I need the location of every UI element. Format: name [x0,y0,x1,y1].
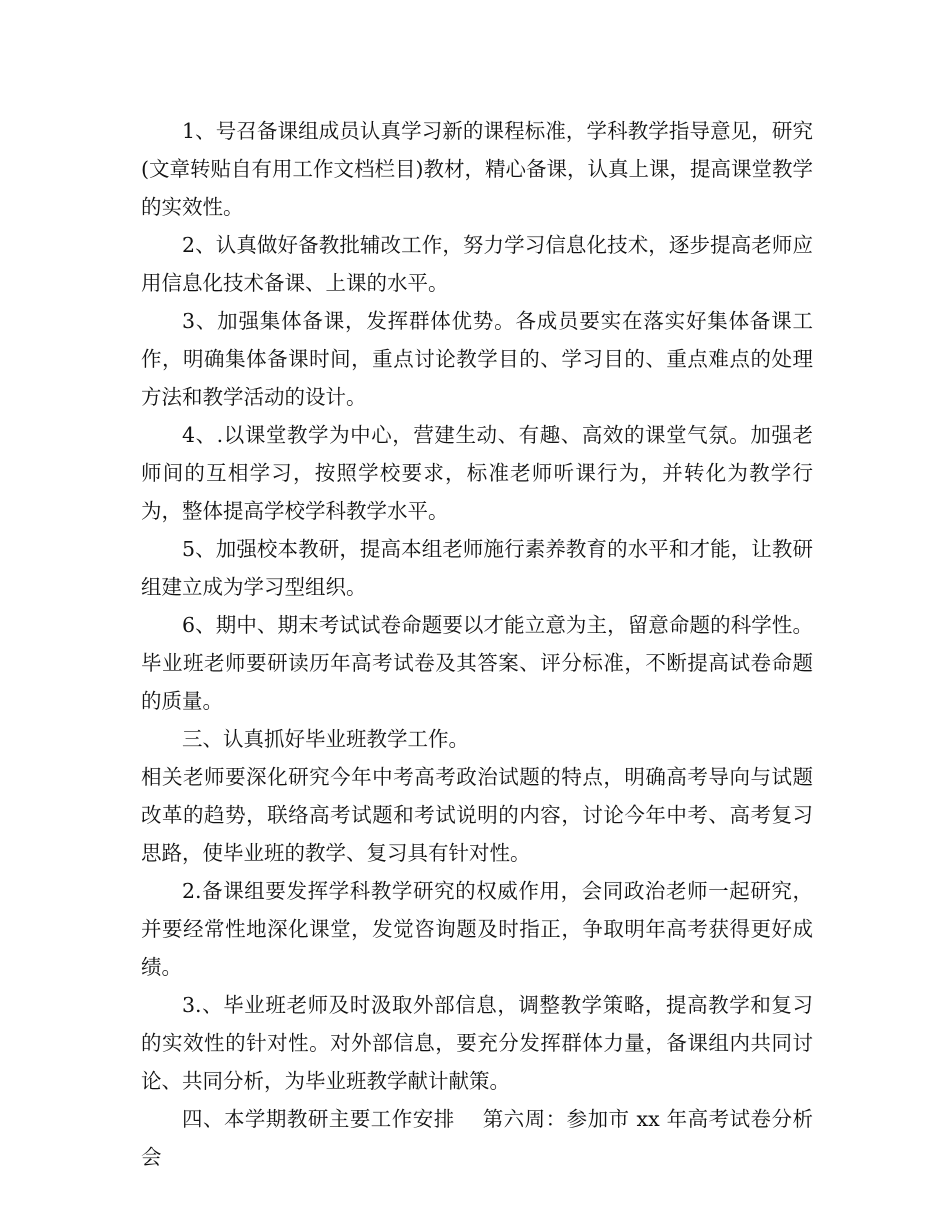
section-heading-3: 三、认真抓好毕业班教学工作。 [182,727,469,751]
paragraph-item-3: 3、加强集体备课，发挥群体优势。各成员要实在落实好集体备课工作，明确集体备课时间，重点讨论教学目的、学习目的、重点难点的处理方法和教学活动的设计。 [141,309,813,409]
paragraph-item-2-graduating: 2.备课组要发挥学科教学研究的权威作用，会同政治老师一起研究，并要经常性地深化课堂，发觉咨询题及时指正，争取明年高考获得更好成绩。 [141,879,813,979]
section-heading-4-title: 四、本学期教研主要工作安排 [182,1107,455,1131]
paragraph-item-4: 4、.以课堂教学为中心，营建生动、有趣、高效的课堂气氛。加强老师间的互相学习，按照学校要求，标准老师听课行为，并转化为教学行为，整体提高学校学科教学水平。 [141,423,813,523]
paragraph-item-3-graduating: 3.、毕业班老师及时汲取外部信息，调整教学策略，提高教学和复习的实效性的针对性。对外部信息，要充分发挥群体力量，备课组内共同讨论、共同分析，为毕业班教学献计献策。 [141,993,813,1093]
paragraph-item-2: 2、认真做好备教批辅改工作，努力学习信息化技术，逐步提高老师应用信息化技术备课、上课的水平。 [141,233,813,295]
week-six-schedule: 第六周：参加市 xx 年高考试卷分析会 [141,1107,813,1169]
paragraph-graduating-class: 相关老师要深化研究今年中考高考政治试题的特点，明确高考导向与试题改革的趋势，联络高考试题和考试说明的内容，讨论今年中考、高考复习思路，使毕业班的教学、复习具有针对性。 [141,765,813,865]
paragraph-item-5: 5、加强校本教研，提高本组老师施行素养教育的水平和才能，让教研组建立成为学习型组织。 [141,537,813,599]
paragraph-item-1: 1、号召备课组成员认真学习新的课程标准，学科教学指导意见，研究(文章转贴自有用工作文档栏目)教材，精心备课，认真上课，提高课堂教学的实效性。 [141,119,813,219]
document-body [141,112,813,1176]
paragraph-item-6: 6、期中、期末考试试卷命题要以才能立意为主，留意命题的科学性。毕业班老师要研读历年高考试卷及其答案、评分标准，不断提高试卷命题的质量。 [141,613,813,713]
section-heading-4 [141,1100,813,1176]
